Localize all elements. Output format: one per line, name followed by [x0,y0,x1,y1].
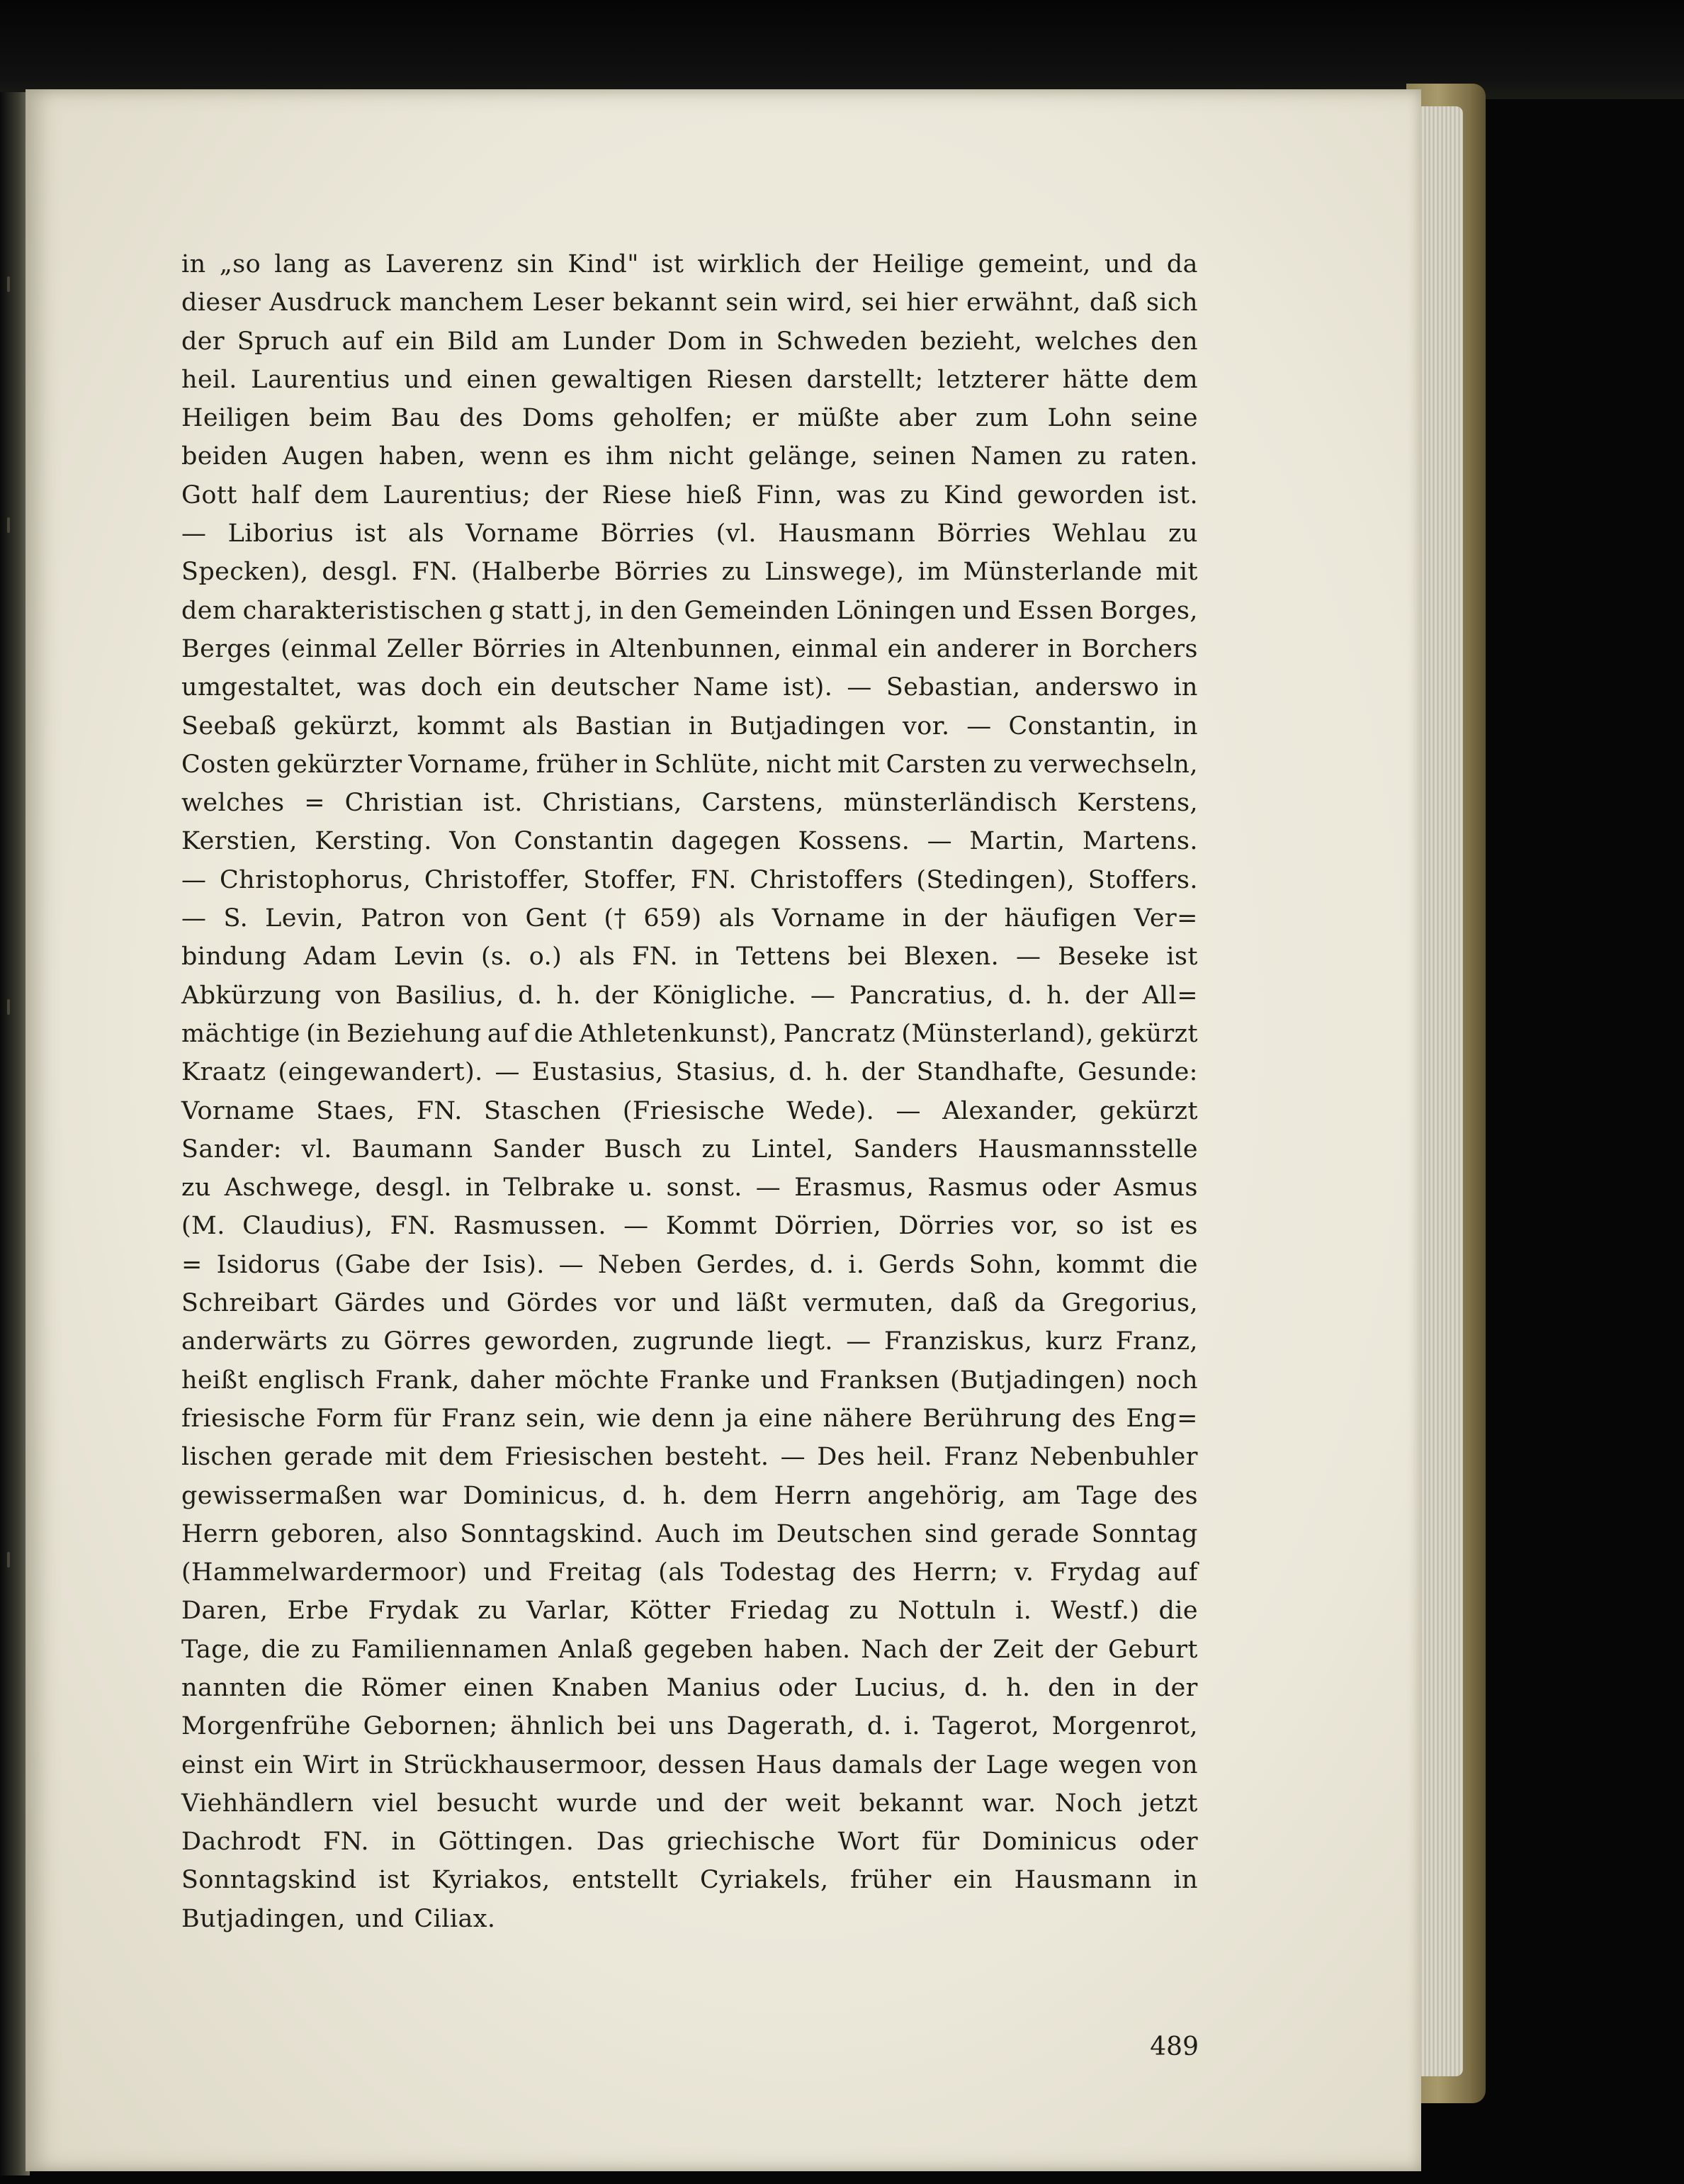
text-line: heil. Laurentius und einen gewaltigen Riesen darstellt; letzterer hätte dem [181,365,1198,394]
text-line: Costen gekürzter Vorname, früher in Schlüte, nicht mit Carsten zu verwechseln, [181,750,1198,779]
text-line: Sander: vl. Baumann Sander Busch zu Lintel, Sanders Hausmannsstelle [181,1135,1198,1164]
text-line: anderwärts zu Görres geworden, zugrunde liegt. — Franziskus, kurz Franz, [181,1327,1198,1356]
text-line: nannten die Römer einen Knaben Manius oder Lucius, d. h. den in der [181,1673,1198,1702]
text-line: dem charakteristischen g statt j, in den Gemeinden Löningen und Essen Borges, [181,596,1198,625]
book-page [26,89,1421,2171]
text-line: beiden Augen haben, wenn es ihm nicht gelänge, seinen Namen zu raten. [181,442,1198,471]
text-line: welches = Christian ist. Christians, Carstens, münsterländisch Kerstens, [181,789,1198,818]
text-line: gewissermaßen war Dominicus, d. h. dem Herrn angehörig, am Tage des [181,1481,1198,1510]
text-line: einst ein Wirt in Strückhausermoor, dessen Haus damals der Lage wegen von [181,1750,1198,1779]
text-line: Sonntagskind ist Kyriakos, entstellt Cyriakels, früher ein Hausmann in [181,1866,1198,1895]
text-line: umgestaltet, was doch ein deutscher Name ist). — Sebastian, anderswo in [181,673,1198,702]
text-line: Kerstien, Kersting. Von Constantin dagegen Kossens. — Martin, Martens. [181,827,1198,856]
gutter-mark [7,276,10,292]
text-line: Herrn geboren, also Sonntagskind. Auch im Deutschen sind gerade Sonntag [181,1519,1198,1548]
text-line: dieser Ausdruck manchem Leser bekannt sein wird, sei hier erwähnt, daß sich [181,288,1198,317]
text-line: — Christophorus, Christoffer, Stoffer, FN. Christoffers (Stedingen), Stoffers. [181,865,1198,894]
text-line: Schreibart Gärdes und Gördes vor und läßt vermuten, daß da Gregorius, [181,1289,1198,1318]
text-line: = Isidorus (Gabe der Isis). — Neben Gerdes, d. i. Gerds Sohn, kommt die [181,1250,1198,1279]
gutter-mark [7,1552,10,1567]
text-line: in „so lang as Laverenz sin Kind" ist wirklich der Heilige gemeint, und da [181,250,1198,278]
text-line: bindung Adam Levin (s. o.) als FN. in Tettens bei Blexen. — Beseke ist [181,942,1198,972]
text-line: der Spruch auf ein Bild am Lunder Dom in Schweden bezieht, welches den [181,327,1198,356]
gutter-mark [7,999,10,1015]
text-line: Abkürzung von Basilius, d. h. der Königliche. — Pancratius, d. h. der All= [181,981,1198,1010]
text-line: Seebaß gekürzt, kommt als Bastian in Butjadingen vor. — Constantin, in [181,711,1198,741]
text-line: Daren, Erbe Frydak zu Varlar, Kötter Friedag zu Nottuln i. Westf.) die [181,1597,1198,1626]
text-line: Butjadingen, und Ciliax. [181,1904,496,1933]
gutter-mark [7,517,10,533]
text-line: — S. Levin, Patron von Gent († 659) als Vorname in der häufigen Ver= [181,904,1198,933]
text-line: Heiligen beim Bau des Doms geholfen; er müßte aber zum Lohn seine [181,404,1198,433]
text-line: heißt englisch Frank, daher möchte Franke und Franksen (Butjadingen) noch [181,1366,1198,1395]
text-line: friesische Form für Franz sein, wie denn ja eine nähere Berührung des Eng= [181,1404,1198,1433]
text-line: (M. Claudius), FN. Rasmussen. — Kommt Dörrien, Dörries vor, so ist es [181,1212,1198,1241]
page-number: 489 [1150,2032,1199,2061]
text-line: Tage, die zu Familiennamen Anlaß gegeben haben. Nach der Zeit der Geburt [181,1635,1198,1664]
text-line: (Hammelwardermoor) und Freitag (als Todestag des Herrn; v. Frydag auf [181,1558,1198,1587]
text-line: — Liborius ist als Vorname Börries (vl. Hausmann Börries Wehlau zu [181,519,1198,548]
text-line: Kraatz (eingewandert). — Eustasius, Stasius, d. h. der Standhafte, Gesunde: [181,1058,1198,1087]
text-line: Vorname Staes, FN. Staschen (Friesische Wede). — Alexander, gekürzt [181,1096,1198,1125]
text-line: Dachrodt FN. in Göttingen. Das griechische Wort für Dominicus oder [181,1828,1198,1857]
text-line: Viehhändlern viel besucht wurde und der weit bekannt war. Noch jetzt [181,1789,1198,1818]
text-line: zu Aschwege, desgl. in Telbrake u. sonst. — Erasmus, Rasmus oder Asmus [181,1173,1198,1203]
body-text [181,245,1198,1938]
text-line: mächtige (in Beziehung auf die Athletenkunst), Pancratz (Münsterland), gekürzt [181,1019,1198,1048]
text-line: lischen gerade mit dem Friesischen besteht. — Des heil. Franz Nebenbuhler [181,1443,1198,1472]
text-line: Specken), desgl. FN. (Halberbe Börries zu Linswege), im Münsterlande mit [181,558,1198,587]
text-line: Gott half dem Laurentius; der Riese hieß Finn, was zu Kind geworden ist. [181,480,1198,510]
text-line: Morgenfrühe Gebornen; ähnlich bei uns Dagerath, d. i. Tagerot, Morgenrot, [181,1712,1198,1741]
text-line: Berges (einmal Zeller Börries in Altenbunnen, einmal ein anderer in Borchers [181,634,1198,663]
